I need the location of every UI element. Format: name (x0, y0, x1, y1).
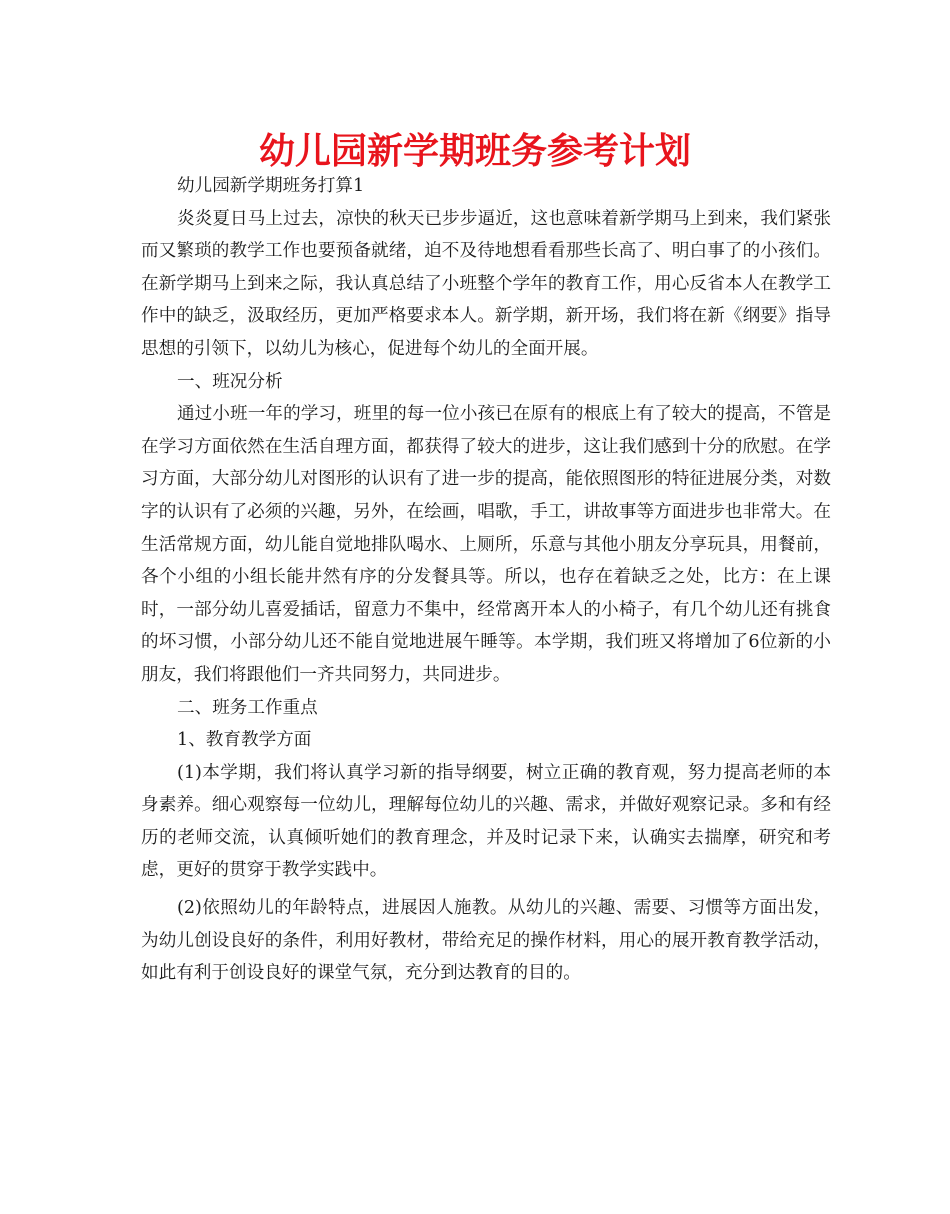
section-heading-class-analysis: 一、班况分析 (177, 371, 283, 392)
paragraph-class-analysis: 通过小班一年的学习，班里的每一位小孩已在原有的根底上有了较大的提高，不管是在学习方面依然在生活自理方面，都获得了较大的进步，这让我们感到十分的欣慰。在学习方面，大部分幼儿对图形的认识有了进一步的提高，能依照图形的特征进展分类，对数字的认识有了必须的兴趣，另外，在绘画，唱歌，手工，讲故事等方面进步也非常大。在生活常规方面，幼儿能自觉地排队喝水、上厕所，乐意与其他小朋友分享玩具，用餐前，各个小组的小组长能井然有序的分发餐具等。所以，也存在着缺乏之处，比方：在上课时，一部分幼儿喜爱插话，留意力不集中，经常离开本人的小椅子，有几个幼儿还有挑食的坏习惯，小部分幼儿还不能自觉地进展午睡等。本学期，我们班又将增加了6位新的小朋友，我们将跟他们一齐共同努力，共同进步。 (141, 404, 831, 685)
subsection-heading-teaching: 1、教育教学方面 (177, 730, 312, 751)
section-heading-work-focus: 二、班务工作重点 (177, 697, 318, 718)
paragraph-teaching-2: (2)依照幼儿的年龄特点，进展因人施教。从幼儿的兴趣、需要、习惯等方面出发，为幼儿创设良好的条件，利用好教材，带给充足的操作材料，用心的展开教育教学活动，如此有利于创设良好的课堂气氛，充分到达教育的目的。 (141, 898, 831, 984)
paragraph-teaching-1: (1)本学期，我们将认真学习新的指导纲要，树立正确的教育观，努力提高老师的本身素养。细心观察每一位幼儿，理解每位幼儿的兴趣、需求，并做好观察记录。多和有经历的老师交流，认真倾听她们的教育理念，并及时记录下来，认确实去揣摩，研究和考虑，更好的贯穿于教学实践中。 (141, 762, 831, 881)
document-body (141, 170, 831, 990)
paragraph-intro: 炎炎夏日马上过去，凉快的秋天已步步逼近，这也意味着新学期马上到来，我们紧张而又繁琐的教学工作也要预备就绪，迫不及待地想看看那些长高了、明白事了的小孩们。在新学期马上到来之际，我认真总结了小班整个学年的教育工作，用心反省本人在教学工作中的缺乏，汲取经历，更加严格要求本人。新学期，新开场，我们将在新《纲要》指导思想的引领下，以幼儿为核心，促进每个幼儿的全面开展。 (141, 208, 831, 359)
paragraph-subtitle: 幼儿园新学期班务打算1 (177, 176, 365, 196)
document-title: 幼儿园新学期班务参考计划 (258, 130, 691, 172)
